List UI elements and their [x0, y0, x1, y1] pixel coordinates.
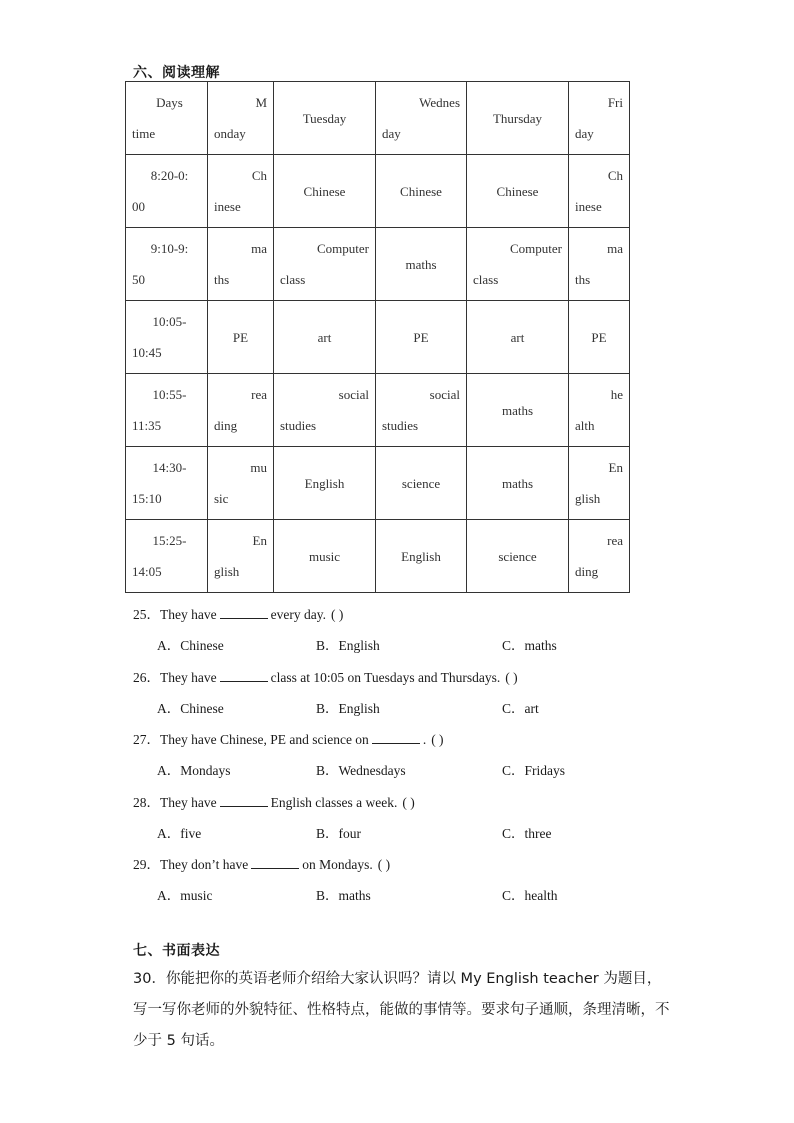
timetable-time-cell: [126, 155, 208, 228]
cell-text: social: [338, 387, 369, 402]
section-title-reading: 六、阅读理解: [133, 65, 220, 81]
timetable-header-cell: [126, 82, 208, 155]
answer-blank[interactable]: [220, 794, 268, 807]
timetable-subject-cell: [208, 301, 274, 374]
answer-blank[interactable]: [220, 606, 268, 619]
timetable-row: [126, 155, 630, 228]
answer-option[interactable]: B．four: [316, 825, 361, 841]
timetable-subject-cell: [569, 155, 630, 228]
cell-text: maths: [405, 256, 437, 272]
timetable-subject-cell: [208, 520, 274, 593]
answer-option[interactable]: C．maths: [502, 638, 557, 653]
answer-option[interactable]: A．five: [157, 825, 202, 841]
cell-text: Days: [156, 95, 183, 110]
answer-parentheses[interactable]: ( ): [330, 607, 344, 622]
answer-option[interactable]: B．Wednesdays: [316, 763, 406, 778]
timetable-subject-cell: [569, 374, 630, 447]
timetable-subject-cell: [376, 447, 467, 520]
answer-option[interactable]: A．Chinese: [157, 638, 224, 653]
question-text-after: .: [422, 732, 427, 747]
cell-text: PE: [232, 329, 249, 345]
cell-text: English: [304, 475, 345, 491]
question-number: 25．: [133, 607, 160, 622]
cell-text: 8:20-0:: [150, 168, 189, 183]
cell-text: art: [317, 329, 332, 345]
cell-text: Computer: [510, 241, 562, 256]
question-number: 26．: [133, 669, 160, 685]
cell-text: M: [255, 95, 267, 110]
cell-text: inese: [575, 199, 602, 214]
timetable-subject-cell: [208, 155, 274, 228]
cell-text: Chinese: [303, 183, 346, 199]
timetable-time-cell: [126, 374, 208, 447]
cell-text: maths: [501, 402, 534, 418]
question-text-before: They have: [160, 794, 217, 810]
answer-option[interactable]: A．music: [157, 888, 213, 903]
cell-text: Chinese: [400, 183, 442, 199]
timetable-subject-cell: [467, 228, 569, 301]
answer-option[interactable]: C．Fridays: [502, 763, 566, 778]
cell-text: 00: [132, 199, 145, 214]
cell-text: maths: [501, 475, 534, 491]
question-text-before: They have Chinese, PE and science on: [160, 732, 369, 747]
question-text-after: on Mondays.: [302, 857, 373, 872]
cell-text: 10:05-: [152, 314, 187, 329]
timetable-subject-cell: [208, 228, 274, 301]
cell-text: music: [308, 548, 341, 564]
cell-text: rea: [607, 533, 623, 548]
answer-option[interactable]: A．Chinese: [157, 700, 224, 716]
timetable: [125, 81, 630, 593]
timetable-subject-cell: [274, 447, 376, 520]
question-26: [133, 666, 518, 686]
timetable-header-cell: [208, 82, 274, 155]
question-number: 29．: [133, 857, 160, 872]
answer-parentheses[interactable]: ( ): [431, 732, 444, 747]
cell-text: 15:25-: [152, 533, 187, 548]
timetable-subject-cell: [467, 374, 569, 447]
cell-text: ma: [251, 241, 267, 256]
cell-text: art: [510, 329, 525, 345]
timetable-subject-cell: [376, 520, 467, 593]
question-28: [133, 791, 415, 811]
timetable-subject-cell: [376, 228, 467, 301]
cell-text: Thursday: [492, 110, 543, 126]
timetable-subject-cell: [208, 447, 274, 520]
timetable-row: [126, 374, 630, 447]
answer-option[interactable]: B．maths: [316, 888, 371, 903]
question-text-after: English classes a week.: [270, 794, 398, 810]
answer-option[interactable]: C．art: [502, 700, 539, 716]
answer-option[interactable]: B．English: [316, 638, 380, 653]
cell-text: PE: [413, 329, 429, 345]
cell-text: he: [610, 387, 623, 402]
timetable-row: [126, 228, 630, 301]
timetable-subject-cell: [569, 228, 630, 301]
timetable-subject-cell: [274, 374, 376, 447]
cell-text: ding: [575, 564, 599, 579]
question-27: [133, 728, 444, 748]
timetable-subject-cell: [274, 520, 376, 593]
cell-text: class: [473, 272, 499, 287]
cell-text: English: [401, 548, 441, 564]
timetable-header-row: [126, 82, 630, 155]
cell-text: onday: [214, 126, 246, 141]
timetable-subject-cell: [274, 155, 376, 228]
question-text-before: They have: [160, 669, 217, 685]
cell-text: 14:30-: [152, 460, 187, 475]
timetable-subject-cell: [274, 228, 376, 301]
timetable-time-cell: [126, 447, 208, 520]
timetable-subject-cell: [569, 447, 630, 520]
timetable-subject-cell: [467, 301, 569, 374]
cell-text: day: [382, 126, 401, 141]
cell-text: studies: [280, 418, 317, 433]
cell-text: ths: [575, 272, 591, 287]
cell-text: 15:10: [132, 491, 162, 506]
timetable-subject-cell: [376, 301, 467, 374]
cell-text: time: [132, 126, 156, 141]
question-25: [133, 603, 343, 623]
cell-text: Computer: [317, 241, 369, 256]
cell-text: science: [498, 548, 537, 564]
timetable-time-cell: [126, 520, 208, 593]
question-text-before: They don’t have: [160, 857, 249, 872]
timetable-header-cell: [569, 82, 630, 155]
cell-text: En: [252, 533, 267, 548]
cell-text: glish: [214, 564, 240, 579]
timetable-subject-cell: [569, 301, 630, 374]
cell-text: ths: [214, 272, 230, 287]
cell-text: Fri: [607, 95, 623, 110]
cell-text: day: [575, 126, 594, 141]
cell-text: PE: [591, 329, 607, 345]
timetable-header-cell: [376, 82, 467, 155]
answer-option[interactable]: B．English: [316, 700, 380, 716]
timetable-time-cell: [126, 301, 208, 374]
answer-parentheses[interactable]: ( ): [402, 794, 415, 810]
answer-blank[interactable]: [220, 669, 268, 682]
cell-text: glish: [575, 491, 601, 506]
cell-text: inese: [214, 199, 241, 214]
cell-text: rea: [251, 387, 267, 402]
cell-text: 10:45: [132, 345, 162, 360]
question-text-after: every day.: [270, 607, 326, 622]
timetable-subject-cell: [376, 155, 467, 228]
answer-blank[interactable]: [251, 856, 299, 869]
cell-text: alth: [575, 418, 595, 433]
question-number: 28．: [133, 794, 160, 810]
timetable-subject-cell: [274, 301, 376, 374]
cell-text: 11:35: [132, 418, 162, 433]
timetable-row: [126, 301, 630, 374]
cell-text: sic: [214, 491, 229, 506]
cell-text: En: [608, 460, 623, 475]
cell-text: Wednes: [419, 95, 460, 110]
timetable-subject-cell: [467, 447, 569, 520]
cell-text: Ch: [251, 168, 267, 183]
answer-parentheses[interactable]: ( ): [505, 669, 518, 685]
cell-text: 10:55-: [152, 387, 187, 402]
question-text-before: They have: [160, 607, 217, 622]
timetable-subject-cell: [569, 520, 630, 593]
timetable-header-cell: [274, 82, 376, 155]
cell-text: Ch: [607, 168, 623, 183]
answer-option[interactable]: C．health: [502, 888, 558, 903]
answer-option[interactable]: A．Mondays: [157, 763, 231, 778]
cell-text: social: [429, 387, 460, 402]
timetable-time-cell: [126, 228, 208, 301]
cell-text: 50: [132, 272, 145, 287]
writing-prompt: 30．你能把你的英语老师介绍给大家认识吗？请以 My English teacher 为题目，写一写你老师的外貌特征、性格特点，能做的事情等。要求句子通顺，条理清晰，不少于 5 句话。: [133, 971, 670, 1049]
section-title-writing: 七、书面表达: [133, 943, 220, 959]
cell-text: 14:05: [132, 564, 162, 579]
timetable-subject-cell: [376, 374, 467, 447]
cell-text: Tuesday: [302, 110, 347, 126]
question-text-after: class at 10:05 on Tuesdays and Thursdays.: [270, 669, 501, 685]
cell-text: Chinese: [496, 183, 539, 199]
answer-parentheses[interactable]: ( ): [377, 857, 391, 872]
question-number: 27．: [133, 732, 160, 747]
timetable-subject-cell: [467, 520, 569, 593]
timetable-row: [126, 520, 630, 593]
timetable-subject-cell: [208, 374, 274, 447]
cell-text: 9:10-9:: [150, 241, 189, 256]
cell-text: science: [401, 475, 441, 491]
cell-text: class: [280, 272, 306, 287]
answer-blank[interactable]: [372, 731, 420, 744]
timetable-subject-cell: [467, 155, 569, 228]
cell-text: ma: [607, 241, 623, 256]
cell-text: studies: [382, 418, 419, 433]
cell-text: mu: [250, 460, 267, 475]
answer-option[interactable]: C．three: [502, 825, 552, 841]
timetable-row: [126, 447, 630, 520]
question-29: [133, 853, 390, 873]
cell-text: ding: [214, 418, 238, 433]
timetable-header-cell: [467, 82, 569, 155]
